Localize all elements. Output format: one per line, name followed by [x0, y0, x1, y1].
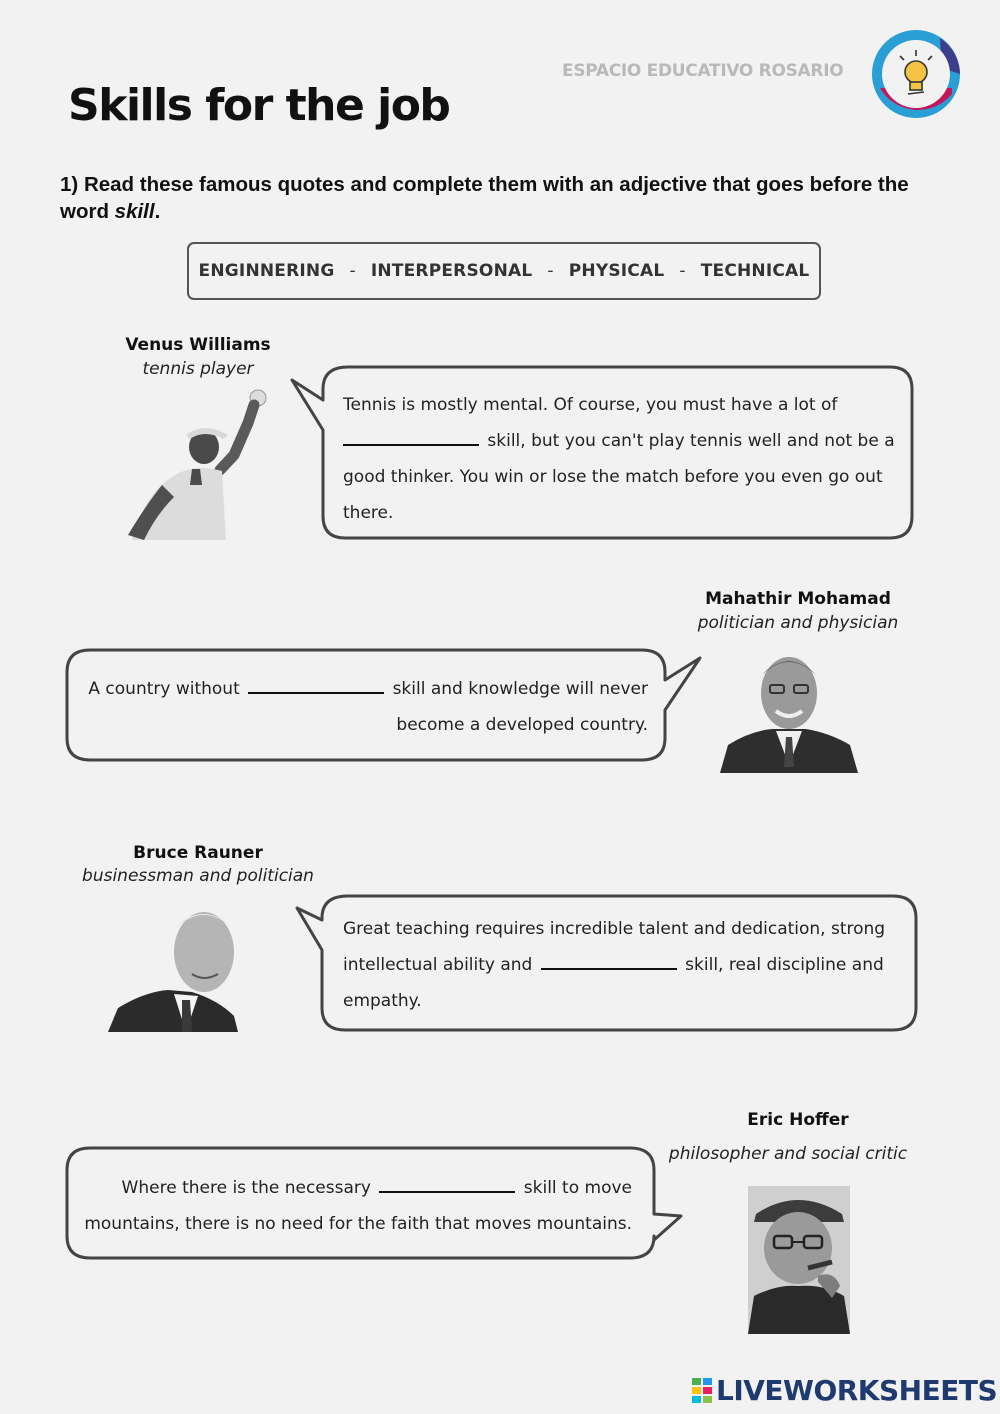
word-bank-separator: - [349, 261, 356, 281]
liveworksheets-logo[interactable] [692, 1374, 997, 1407]
answer-blank[interactable] [541, 952, 677, 970]
person-role: politician and physician [697, 613, 899, 633]
quote-text [343, 911, 909, 1019]
word-bank-item: ENGINNERING [198, 261, 335, 281]
quote-text-after: skill, but you can't play tennis well and not be a good thinker. You win or lose the match before you even go out there. [343, 431, 895, 523]
word-bank-item: TECHNICAL [700, 261, 810, 281]
quote-text [80, 1170, 632, 1242]
word-bank-item: INTERPERSONAL [370, 261, 533, 281]
person-role: businessman and politician [82, 866, 314, 886]
liveworksheets-blocks-icon [692, 1378, 712, 1403]
person-name: Venus Williams [125, 335, 271, 355]
word-bank-separator: - [547, 261, 554, 281]
word-bank-item: PHYSICAL [568, 261, 665, 281]
instruction-end: . [154, 200, 161, 223]
liveworksheets-text: LIVEWORKSHEETS [716, 1374, 998, 1407]
page-title: Skills for the job [68, 80, 450, 131]
answer-blank[interactable] [343, 428, 479, 446]
philosopher-photo [748, 1186, 850, 1334]
politician-photo [720, 645, 858, 773]
quote-text-before: Tennis is mostly mental. Of course, you must have a lot of [343, 395, 838, 415]
instruction-emphasis: skill [114, 200, 155, 223]
person-name: Bruce Rauner [133, 843, 263, 863]
quote-text-after: skill and knowledge will never become a developed country. [392, 679, 648, 735]
quote-text-before: Where there is the necessary [121, 1178, 371, 1198]
quote-text [343, 387, 899, 531]
quote-text-before: A country without [88, 679, 240, 699]
brand-name: ESPACIO EDUCATIVO ROSARIO [562, 61, 844, 81]
quote-text-before: Great teaching requires incredible talent and dedication, strong intellectual ability and [343, 919, 886, 975]
instruction-text: Read these famous quotes and complete them with an adjective that goes before the word [60, 173, 909, 223]
businessman-photo [108, 900, 240, 1032]
quote-text-after: skill, real discipline and empathy. [343, 955, 884, 1011]
person-role: philosopher and social critic [668, 1144, 908, 1164]
person-role: tennis player [142, 359, 254, 379]
word-bank-separator: - [679, 261, 686, 281]
answer-blank[interactable] [248, 676, 384, 694]
person-name: Mahathir Mohamad [705, 589, 891, 609]
person-name: Eric Hoffer [747, 1110, 849, 1130]
answer-blank[interactable] [379, 1175, 515, 1193]
quote-text-after: skill to move mountains, there is no need for the faith that moves mountains. [84, 1178, 632, 1234]
quote-text [86, 671, 648, 743]
tennis-player-photo [122, 385, 282, 540]
instruction-number: 1) [60, 173, 79, 196]
